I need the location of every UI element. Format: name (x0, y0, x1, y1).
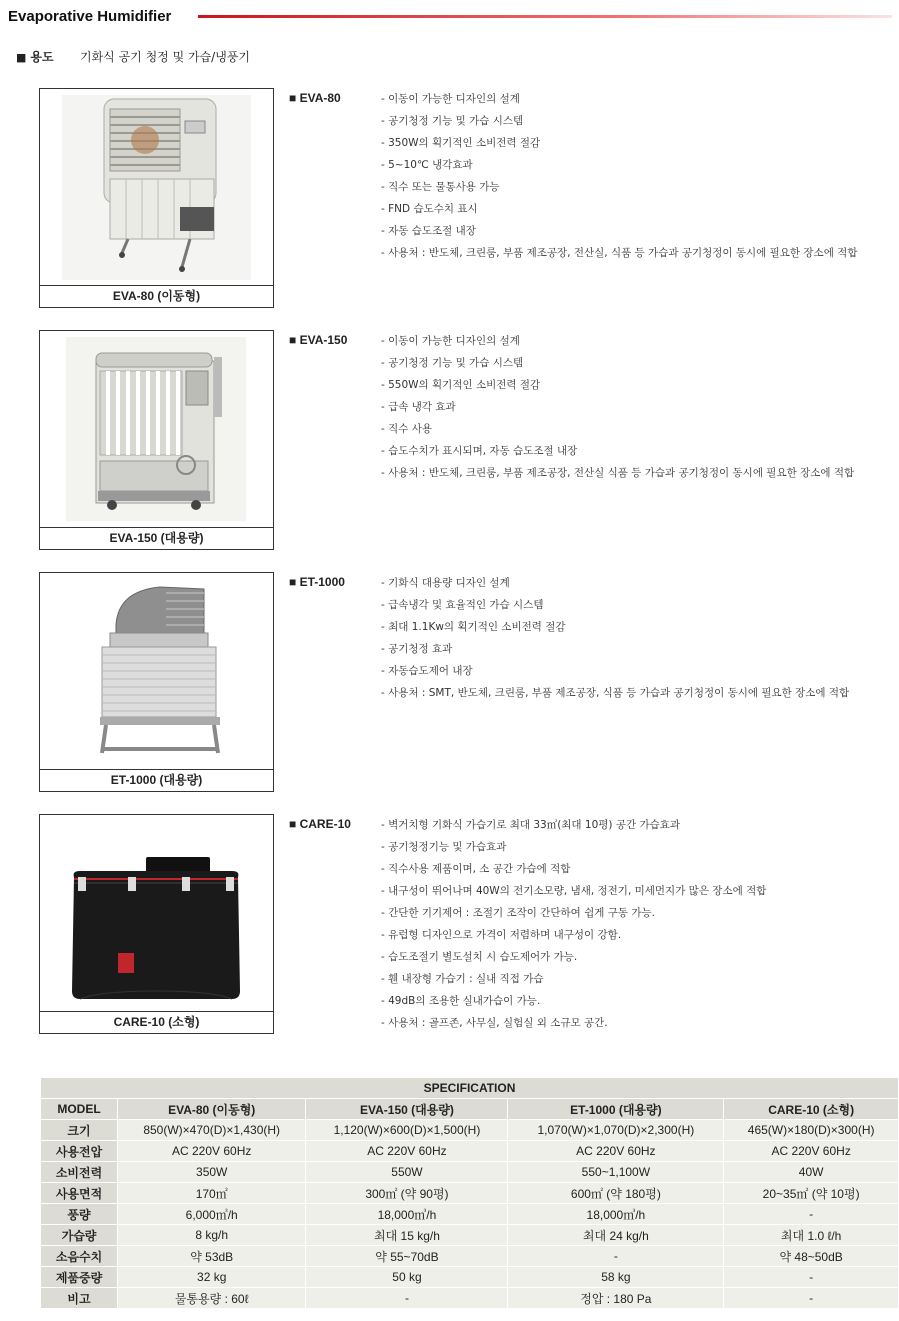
feature-item: - 급속냉각 및 효율적인 가습 시스템 (381, 599, 544, 611)
feature-item: - 공기청정 기능 및 가습 시스템 (381, 357, 524, 369)
title-divider (198, 15, 892, 18)
feature-item: - 49dB의 조용한 실내가습이 가능. (381, 995, 541, 1007)
feature-item: - 휀 내장형 가습기 : 실내 직접 가습 (381, 973, 544, 985)
product-name-text: EVA-80 (299, 91, 341, 105)
spec-column-header: EVA-150 (대용량) (306, 1099, 508, 1120)
spec-row-header: 제품중량 (41, 1267, 118, 1288)
feature-item: - 직수 또는 물통사용 가능 (381, 181, 500, 193)
table-row (41, 1288, 899, 1309)
spec-row-header: 사용전압 (41, 1141, 118, 1162)
spec-cell: 정압 : 180 Pa (508, 1288, 724, 1309)
spec-row-header: 소음수치 (41, 1246, 118, 1267)
specification-table (40, 1077, 899, 1309)
feature-item: - 내구성이 뛰어나며 40W의 전기소모량, 냄새, 정전기, 미세먼지가 많은 장소에 적합 (381, 885, 767, 897)
product-caption: ET-1000 (대용량) (110, 773, 203, 787)
spec-cell: 약 55~70dB (306, 1246, 508, 1267)
spec-cell: 최대 24 kg/h (508, 1225, 724, 1246)
spec-column-header: CARE-10 (소형) (724, 1099, 899, 1120)
table-row (41, 1246, 899, 1267)
spec-cell: 600㎡ (약 180평) (508, 1183, 724, 1204)
spec-cell: AC 220V 60Hz (724, 1141, 899, 1162)
feature-list-care-10 (381, 814, 766, 1034)
spec-cell: - (306, 1288, 508, 1309)
feature-list-et-1000 (381, 572, 881, 726)
product-caption: CARE-10 (소형) (113, 1015, 200, 1029)
spec-cell: - (724, 1204, 899, 1225)
spec-row-header: 크기 (41, 1120, 118, 1141)
feature-item: - 사용처 : 반도체, 크린룸, 부품 제조공장, 전산실 식품 등 가습과 공기청정이 동시에 필요한 장소에 적합 (381, 467, 855, 479)
feature-item: - 최대 1.1Kw의 획기적인 소비전력 절감 (381, 621, 566, 633)
spec-title-row (41, 1078, 899, 1099)
spec-cell: 최대 1.0 ℓ/h (724, 1225, 899, 1246)
spec-cell: 50 kg (306, 1267, 508, 1288)
table-row (41, 1162, 899, 1183)
spec-cell: 약 53dB (118, 1246, 306, 1267)
spec-column-header: ET-1000 (대용량) (508, 1099, 724, 1120)
feature-item: - 공기청정 기능 및 가습 시스템 (381, 115, 524, 127)
care-10-image (40, 815, 273, 1012)
feature-item: - 350W의 획기적인 소비전력 절감 (381, 137, 541, 149)
square-bullet-icon: ■ (16, 51, 27, 64)
spec-column-header: EVA-80 (이동형) (118, 1099, 306, 1120)
spec-cell: 6,000㎥/h (118, 1204, 306, 1225)
feature-item: - 5~10℃ 냉각효과 (381, 159, 473, 171)
usage-value: 기화식 공기 청정 및 가습/냉풍기 (80, 50, 250, 64)
spec-cell: 32 kg (118, 1267, 306, 1288)
feature-item: - 공기청정 효과 (381, 643, 453, 655)
product-name-text: CARE-10 (299, 817, 351, 831)
product-name-care-10: ■ CARE-10 (289, 817, 351, 831)
feature-item: - 기화식 대용량 디자인 설계 (381, 577, 510, 589)
spec-header-row (41, 1099, 899, 1120)
product-card-eva-150 (39, 330, 274, 550)
table-row (41, 1225, 899, 1246)
spec-cell: 1,120(W)×600(D)×1,500(H) (306, 1120, 508, 1141)
feature-item: - 직수 사용 (381, 423, 433, 435)
feature-item: - 급속 냉각 효과 (381, 401, 456, 413)
spec-row-header: 사용면적 (41, 1183, 118, 1204)
spec-row-header: 소비전력 (41, 1162, 118, 1183)
spec-cell: 850(W)×470(D)×1,430(H) (118, 1120, 306, 1141)
spec-cell: AC 220V 60Hz (508, 1141, 724, 1162)
usage-label: 용도 (30, 50, 54, 64)
product-name-eva-150: ■ EVA-150 (289, 333, 348, 347)
spec-cell: 300㎡ (약 90평) (306, 1183, 508, 1204)
spec-cell: 350W (118, 1162, 306, 1183)
spec-cell: 물통용량 : 60ℓ (118, 1288, 306, 1309)
spec-cell: 1,070(W)×1,070(D)×2,300(H) (508, 1120, 724, 1141)
table-row (41, 1183, 899, 1204)
spec-cell: 약 48~50dB (724, 1246, 899, 1267)
spec-cell: 8 kg/h (118, 1225, 306, 1246)
spec-row-header: 비고 (41, 1288, 118, 1309)
feature-item: - 벽거치형 기화식 가습기로 최대 33㎡(최대 10평) 공간 가습효과 (381, 819, 681, 831)
spec-cell: AC 220V 60Hz (118, 1141, 306, 1162)
feature-item: - 습도수치가 표시되며, 자동 습도조절 내장 (381, 445, 578, 457)
spec-cell: 20~35㎡ (약 10평) (724, 1183, 899, 1204)
feature-item: - 유럽형 디자인으로 가격이 저렴하며 내구성이 강함. (381, 929, 622, 941)
feature-list-eva-80 (381, 88, 881, 286)
table-row (41, 1267, 899, 1288)
feature-item: - FND 습도수치 표시 (381, 203, 478, 215)
product-caption: EVA-80 (이동형) (112, 289, 201, 303)
feature-item: - 사용처 : 반도체, 크린룸, 부품 제조공장, 전산실, 식품 등 가습과 공기청정이 동시에 필요한 장소에 적합 (381, 247, 858, 259)
spec-cell: 170㎡ (118, 1183, 306, 1204)
feature-item: - 자동 습도조절 내장 (381, 225, 476, 237)
spec-cell: 40W (724, 1162, 899, 1183)
eva-80-image (40, 89, 273, 286)
spec-cell: - (724, 1267, 899, 1288)
spec-cell: AC 220V 60Hz (306, 1141, 508, 1162)
feature-list-eva-150 (381, 330, 881, 506)
feature-item: - 이동이 가능한 디자인의 설계 (381, 93, 520, 105)
spec-title: SPECIFICATION (41, 1078, 899, 1099)
product-name-text: EVA-150 (299, 333, 348, 347)
spec-cell: 18,000㎥/h (306, 1204, 508, 1225)
spec-row-header: 가습량 (41, 1225, 118, 1246)
feature-item: - 습도조절기 별도설치 시 습도제어가 가능. (381, 951, 578, 963)
eva-150-image (40, 331, 273, 528)
product-name-et-1000: ■ ET-1000 (289, 575, 345, 589)
spec-cell: 58 kg (508, 1267, 724, 1288)
table-row (41, 1141, 899, 1162)
spec-cell: - (508, 1246, 724, 1267)
feature-item: - 사용처 : SMT, 반도체, 크린룸, 부품 제조공장, 식품 등 가습과 공기청정이 동시에 필요한 장소에 적합 (381, 687, 850, 699)
feature-item: - 이동이 가능한 디자인의 설계 (381, 335, 520, 347)
feature-item: - 550W의 획기적인 소비전력 절감 (381, 379, 541, 391)
table-row (41, 1120, 899, 1141)
product-caption: EVA-150 (대용량) (109, 531, 204, 545)
feature-item: - 공기청정기능 및 가습효과 (381, 841, 507, 853)
spec-cell: 550W (306, 1162, 508, 1183)
feature-item: - 간단한 기기제어 : 조절기 조작이 간단하여 쉽게 구동 가능. (381, 907, 655, 919)
spec-cell: 550~1,100W (508, 1162, 724, 1183)
product-name-text: ET-1000 (299, 575, 345, 589)
feature-item: - 사용처 : 골프존, 사무실, 실험실 외 소규모 공간. (381, 1017, 608, 1029)
product-card-eva-80 (39, 88, 274, 308)
feature-item: - 자동습도제어 내장 (381, 665, 473, 677)
usage-row (16, 48, 250, 65)
page-title: Evaporative Humidifier (8, 8, 172, 25)
spec-cell: 18,000㎥/h (508, 1204, 724, 1225)
spec-cell: - (724, 1288, 899, 1309)
spec-cell: 최대 15 kg/h (306, 1225, 508, 1246)
et-1000-image (40, 573, 273, 770)
feature-item: - 직수사용 제품이며, 소 공간 가습에 적합 (381, 863, 571, 875)
product-card-care-10 (39, 814, 274, 1034)
product-name-eva-80: ■ EVA-80 (289, 91, 341, 105)
spec-column-header: MODEL (41, 1099, 118, 1120)
product-card-et-1000 (39, 572, 274, 792)
spec-row-header: 풍량 (41, 1204, 118, 1225)
spec-cell: 465(W)×180(D)×300(H) (724, 1120, 899, 1141)
table-row (41, 1204, 899, 1225)
